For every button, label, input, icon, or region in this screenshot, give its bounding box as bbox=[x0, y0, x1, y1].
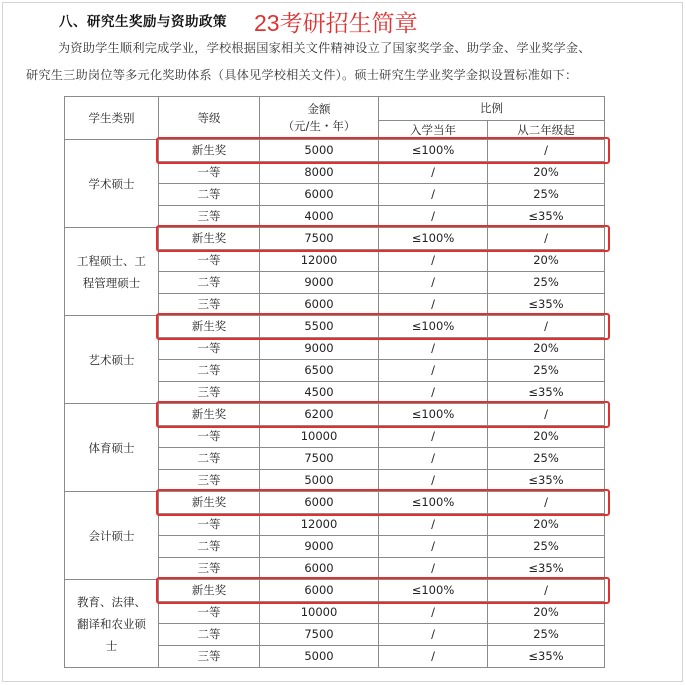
ratio-later-cell: / bbox=[488, 140, 605, 162]
amount-cell: 9000 bbox=[260, 272, 379, 294]
level-cell: 新生奖 bbox=[159, 404, 260, 426]
ratio-later-cell: ≤35% bbox=[488, 206, 605, 228]
ratio-first-year-cell: / bbox=[379, 338, 488, 360]
amount-cell: 12000 bbox=[260, 514, 379, 536]
ratio-first-year-cell: ≤100% bbox=[379, 228, 488, 250]
level-cell: 新生奖 bbox=[159, 140, 260, 162]
category-cell bbox=[65, 316, 159, 404]
amount-cell: 5000 bbox=[260, 646, 379, 668]
ratio-later-cell: 20% bbox=[488, 162, 605, 184]
amount-cell: 4500 bbox=[260, 382, 379, 404]
ratio-later-cell: 20% bbox=[488, 514, 605, 536]
level-cell: 三等 bbox=[159, 558, 260, 580]
section-heading: 八、研究生奖励与资助政策 bbox=[59, 14, 227, 30]
level-cell: 一等 bbox=[159, 250, 260, 272]
ratio-first-year-cell: / bbox=[379, 514, 488, 536]
amount-cell: 12000 bbox=[260, 250, 379, 272]
scholarship-table bbox=[64, 96, 605, 668]
amount-cell: 7500 bbox=[260, 448, 379, 470]
level-cell: 新生奖 bbox=[159, 580, 260, 602]
amount-cell: 10000 bbox=[260, 426, 379, 448]
intro-line-1: 为资助学生顺利完成学业，学校根据国家相关文件精神设立了国家奖学金、助学金、学业奖学金、 bbox=[58, 41, 591, 55]
table-row bbox=[65, 316, 605, 338]
ratio-later-cell: ≤35% bbox=[488, 646, 605, 668]
level-cell: 二等 bbox=[159, 536, 260, 558]
level-cell: 二等 bbox=[159, 272, 260, 294]
level-cell: 一等 bbox=[159, 338, 260, 360]
level-cell: 一等 bbox=[159, 426, 260, 448]
amount-cell: 5000 bbox=[260, 140, 379, 162]
intro-line-2: 研究生三助岗位等多元化奖助体系（具体见学校相关文件）。硕士研究生学业奖学金拟设置标准如下： bbox=[26, 68, 578, 82]
ratio-later-cell: 20% bbox=[488, 250, 605, 272]
ratio-later-cell: 20% bbox=[488, 426, 605, 448]
amount-cell: 8000 bbox=[260, 162, 379, 184]
ratio-later-cell: ≤35% bbox=[488, 470, 605, 492]
ratio-later-cell: 25% bbox=[488, 536, 605, 558]
header-amount-line1: 金额 bbox=[307, 102, 331, 116]
ratio-first-year-cell: ≤100% bbox=[379, 580, 488, 602]
ratio-first-year-cell: / bbox=[379, 250, 488, 272]
category-label: 会计硕士 bbox=[88, 528, 135, 543]
ratio-first-year-cell: / bbox=[379, 162, 488, 184]
category-label: 学术硕士 bbox=[88, 176, 135, 191]
ratio-first-year-cell: / bbox=[379, 558, 488, 580]
ratio-later-cell: / bbox=[488, 228, 605, 250]
ratio-first-year-cell: / bbox=[379, 382, 488, 404]
table-row bbox=[65, 140, 605, 162]
header-ratio: 比例 bbox=[379, 97, 605, 121]
table-row bbox=[65, 492, 605, 514]
level-cell: 三等 bbox=[159, 294, 260, 316]
level-cell: 三等 bbox=[159, 646, 260, 668]
ratio-first-year-cell: / bbox=[379, 602, 488, 624]
ratio-later-cell: / bbox=[488, 492, 605, 514]
category-label: 教育、法律、翻译和农业硕士 bbox=[77, 594, 146, 653]
category-cell bbox=[65, 492, 159, 580]
ratio-first-year-cell: ≤100% bbox=[379, 316, 488, 338]
ratio-first-year-cell: / bbox=[379, 426, 488, 448]
header-ratio-first-year: 入学当年 bbox=[379, 121, 488, 140]
amount-cell: 6000 bbox=[260, 558, 379, 580]
category-label: 艺术硕士 bbox=[88, 352, 135, 367]
category-cell bbox=[65, 580, 159, 668]
amount-cell: 6000 bbox=[260, 492, 379, 514]
level-cell: 三等 bbox=[159, 382, 260, 404]
header-category: 学生类别 bbox=[65, 97, 159, 140]
ratio-later-cell: 20% bbox=[488, 338, 605, 360]
ratio-first-year-cell: / bbox=[379, 294, 488, 316]
ratio-first-year-cell: / bbox=[379, 272, 488, 294]
level-cell: 新生奖 bbox=[159, 228, 260, 250]
ratio-later-cell: 25% bbox=[488, 272, 605, 294]
amount-cell: 6200 bbox=[260, 404, 379, 426]
table-row bbox=[65, 228, 605, 250]
header-level: 等级 bbox=[159, 97, 260, 140]
ratio-later-cell: ≤35% bbox=[488, 382, 605, 404]
amount-cell: 5000 bbox=[260, 470, 379, 492]
amount-cell: 6000 bbox=[260, 294, 379, 316]
level-cell: 三等 bbox=[159, 206, 260, 228]
amount-cell: 9000 bbox=[260, 338, 379, 360]
ratio-first-year-cell: / bbox=[379, 624, 488, 646]
amount-cell: 7500 bbox=[260, 228, 379, 250]
ratio-later-cell: / bbox=[488, 316, 605, 338]
header-amount-line2: （元/生・年） bbox=[282, 119, 356, 133]
amount-cell: 6000 bbox=[260, 184, 379, 206]
ratio-first-year-cell: / bbox=[379, 448, 488, 470]
ratio-first-year-cell: ≤100% bbox=[379, 140, 488, 162]
ratio-later-cell: 25% bbox=[488, 624, 605, 646]
ratio-first-year-cell: / bbox=[379, 360, 488, 382]
level-cell: 二等 bbox=[159, 184, 260, 206]
level-cell: 一等 bbox=[159, 162, 260, 184]
table-row bbox=[65, 404, 605, 426]
amount-cell: 6500 bbox=[260, 360, 379, 382]
amount-cell: 9000 bbox=[260, 536, 379, 558]
ratio-later-cell: 25% bbox=[488, 184, 605, 206]
ratio-first-year-cell: / bbox=[379, 470, 488, 492]
category-cell bbox=[65, 228, 159, 316]
level-cell: 一等 bbox=[159, 602, 260, 624]
level-cell: 二等 bbox=[159, 360, 260, 382]
level-cell: 二等 bbox=[159, 448, 260, 470]
category-cell bbox=[65, 140, 159, 228]
amount-cell: 5500 bbox=[260, 316, 379, 338]
ratio-later-cell: / bbox=[488, 580, 605, 602]
ratio-later-cell: ≤35% bbox=[488, 558, 605, 580]
ratio-first-year-cell: / bbox=[379, 646, 488, 668]
amount-cell: 7500 bbox=[260, 624, 379, 646]
ratio-later-cell: / bbox=[488, 404, 605, 426]
level-cell: 新生奖 bbox=[159, 316, 260, 338]
level-cell: 新生奖 bbox=[159, 492, 260, 514]
ratio-later-cell: 25% bbox=[488, 448, 605, 470]
header-ratio-second-year: 从二年级起 bbox=[488, 121, 605, 140]
level-cell: 三等 bbox=[159, 470, 260, 492]
amount-cell: 6000 bbox=[260, 580, 379, 602]
amount-cell: 4000 bbox=[260, 206, 379, 228]
ratio-first-year-cell: / bbox=[379, 184, 488, 206]
category-label: 体育硕士 bbox=[88, 440, 135, 455]
ratio-first-year-cell: / bbox=[379, 206, 488, 228]
category-label: 工程硕士、工程管理硕士 bbox=[77, 253, 146, 290]
level-cell: 一等 bbox=[159, 514, 260, 536]
ratio-later-cell: ≤35% bbox=[488, 294, 605, 316]
header-amount bbox=[260, 97, 379, 140]
ratio-first-year-cell: / bbox=[379, 536, 488, 558]
watermark-text: 23考研招生简章 bbox=[254, 10, 418, 36]
table-row bbox=[65, 580, 605, 602]
ratio-later-cell: 20% bbox=[488, 602, 605, 624]
category-cell bbox=[65, 404, 159, 492]
level-cell: 二等 bbox=[159, 624, 260, 646]
amount-cell: 10000 bbox=[260, 602, 379, 624]
ratio-first-year-cell: ≤100% bbox=[379, 404, 488, 426]
ratio-first-year-cell: ≤100% bbox=[379, 492, 488, 514]
ratio-later-cell: 25% bbox=[488, 360, 605, 382]
